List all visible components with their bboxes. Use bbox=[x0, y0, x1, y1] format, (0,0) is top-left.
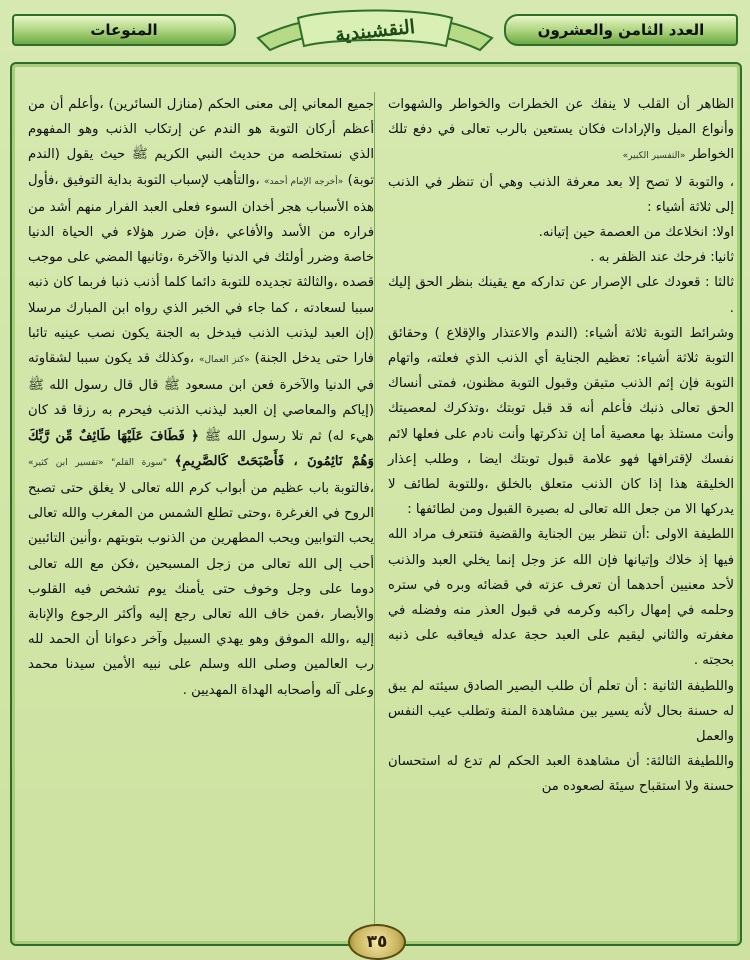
paragraph: اللطيفة الاولى :أن تنظر بين الجناية والقضية فتتعرف مراد الله فيها إذ خلاك وإتيانها فإن الله عز وجل إنما يخلي العبد والذنب لأحد معنيين أحدهما أن تعرف عزته في قضائه وبره في ستره وحلمه في إمهال راكبه وكرمه في قبول العذر منه وفضله في مغفرته والثاني ليقيم على العبد حجة عدله فيعاقبه على ذنبه بحجته . bbox=[388, 527, 734, 669]
paragraph: واللطيفة الثانية : أن تعلم أن طلب البصير الصادق سيئته لم يبق له حسنة بحال لأنه يسير بين مشاهدة المنة وتطلب عيب النفس والعمل bbox=[388, 678, 734, 745]
quran-verse: ﴿ فَطَافَ عَلَيْهَا طَائِفٌ مِّن رَّبِّكَ وَهُمْ نَائِمُونَ ، فَأَصْبَحَتْ كَالصَّرِيمِ﴾ bbox=[28, 428, 374, 469]
issue-banner bbox=[504, 14, 738, 46]
left-column bbox=[28, 92, 374, 928]
section-label: المنوعات bbox=[90, 21, 158, 39]
page-header bbox=[0, 0, 750, 70]
page-number: ٣٥ bbox=[348, 924, 406, 960]
paragraph: الظاهر أن القلب لا ينفك عن الخطرات والخواطر والشهوات وأنواع الميل والإرادات فكان يستعين بالرب تعالى في دفع تلك الخواطر «التفسير الكبير» bbox=[388, 97, 734, 163]
right-column bbox=[388, 92, 734, 928]
paragraph: جميع المعاني إلى معنى الحكم (منازل السائرين) ،وأعلم أن من أعظم أركان التوبة هو الندم عن إرتكاب الذنب وهو المفهوم الذي نستخلصه من حديث النبي الكريم ﷺ حيث يقول (الندم توبة) «أخرجه الإمام أحمد» ،والتأهب لإسباب التوبة بداية التوفيق ،فأول هذه الأسباب هجر أخدان السوء فعلى العبد الفرار منهم أشد من فراره من الأسد والأفاعي ،فإن ضرر هؤلاء في الحياة الدنيا خاصة وضرر أولئك في الدنيا والآخرة ،وثانيها المضي على موجب قصده ،والثالثة تجديده للتوبة دائما كلما أذنب ذنبا فربما كان ذنبه سببا لسعادته ، كما جاء في الخبر الذي رواه ابن المبارك مرسلا (إن العبد ليذنب الذنب فيدخل به الجنة يكون نصب عينيه تائبا فارا حتى يدخل الجنة) «كنز العمال» ،وكذلك قد يكون سببا لشقاوته في الدنيا والآخرة فعن ابن مسعود ﷺ قال قال رسول الله ﷺ (إياكم والمعاصي إن العبد ليذنب الذنب فيحرم به رزقا قد كان هيء له) ثم تلا رسول الله ﷺ ﴿ فَطَافَ عَلَيْهَا طَائِفٌ مِّن رَّبِّكَ وَهُمْ نَائِمُونَ ، فَأَصْبَحَتْ كَالصَّرِيمِ﴾ "سورة القلم" «تفسير ابن كثير» ،فالتوبة باب عظيم من أبواب كرم الله تعالى لا يغلق حتى تصبح الروح في الغرغرة ،وحتى تطلع الشمس من المغرب والله تعالى يحب التوابين ويحب المطهرين من الذنوب بتوبتهم ،وأنين التائبين أحب إلى الله تعالى من زجل المسبحين ،فكن مع الله تعالى دوما على وجل وخوف حتى يأمنك يوم تشخص فيه القلوب والأبصار ،فمن خاف الله تعالى رجع إليه وأكثر الرجوع والإنابة إليه ،والله الموفق وهو يهدي السبيل وآخر دعوانا أن الحمد لله رب العالمين وصلى الله وسلم على نبيه الأمين سيدنا محمد وعلى آله وأصحابه الهداة المهديين . bbox=[28, 97, 374, 698]
citation: "سورة القلم" «تفسير ابن كثير» bbox=[28, 457, 175, 468]
paragraph: اولا: انخلاعك من العصمة حين إتيانه. bbox=[538, 225, 734, 241]
issue-label: العدد الثامن والعشرون bbox=[537, 21, 705, 39]
citation: «أخرجه الإمام أحمد» bbox=[263, 176, 344, 187]
paragraph: وشرائط التوبة ثلاثة أشياء: (الندم والاعتذار والإقلاع ) وحقائق التوبة ثلاثة أشياء: تعظيم الجناية أي الذنب الذي فعلته، واتهام التوبة فإن إثم الذنب متيقن وقبول التوبة مظنون، فمتى أنساك الحق تعالى ذنبك فأعلم أنه قد قبل توبتك ،وتذكرك لمعصيتك وأنت مستلذ بها معصية أما إن تذكرتها وأنت نادم على فعلها لائم نفسك لإقترافها فهو علامة قبول توبتك ايضا ، وطلب إعذار الخليقة هذا إذا كان الذنب متعلق بالخلق ،وللتوبة لطائف لا يدركها الا من جعل الله تعالى له بصيرة القبول ومن لطائفها : bbox=[388, 325, 734, 518]
citation: «التفسير الكبير» bbox=[622, 151, 686, 162]
paragraph: ثالثا : قعودك على الإصرار عن تداركه مع يقينك بنظر الحق إليك . bbox=[388, 275, 734, 316]
citation: «كنز العمال» bbox=[198, 355, 250, 366]
paragraph: ثانيا: فرحك عند الظفر به . bbox=[590, 250, 734, 266]
column-divider bbox=[374, 92, 375, 928]
section-banner bbox=[12, 14, 236, 46]
paragraph: واللطيفة الثالثة: أن مشاهدة العبد الحكم لم تدع له استحسان حسنة ولا استقباح سيئة لصعوده من bbox=[388, 754, 734, 795]
magazine-title: النقشبندية bbox=[333, 15, 417, 47]
paragraph: ، والتوبة لا تصح إلا بعد معرفة الذنب وهي أن تنظر في الذنب إلى ثلاثة أشياء : bbox=[388, 174, 734, 215]
